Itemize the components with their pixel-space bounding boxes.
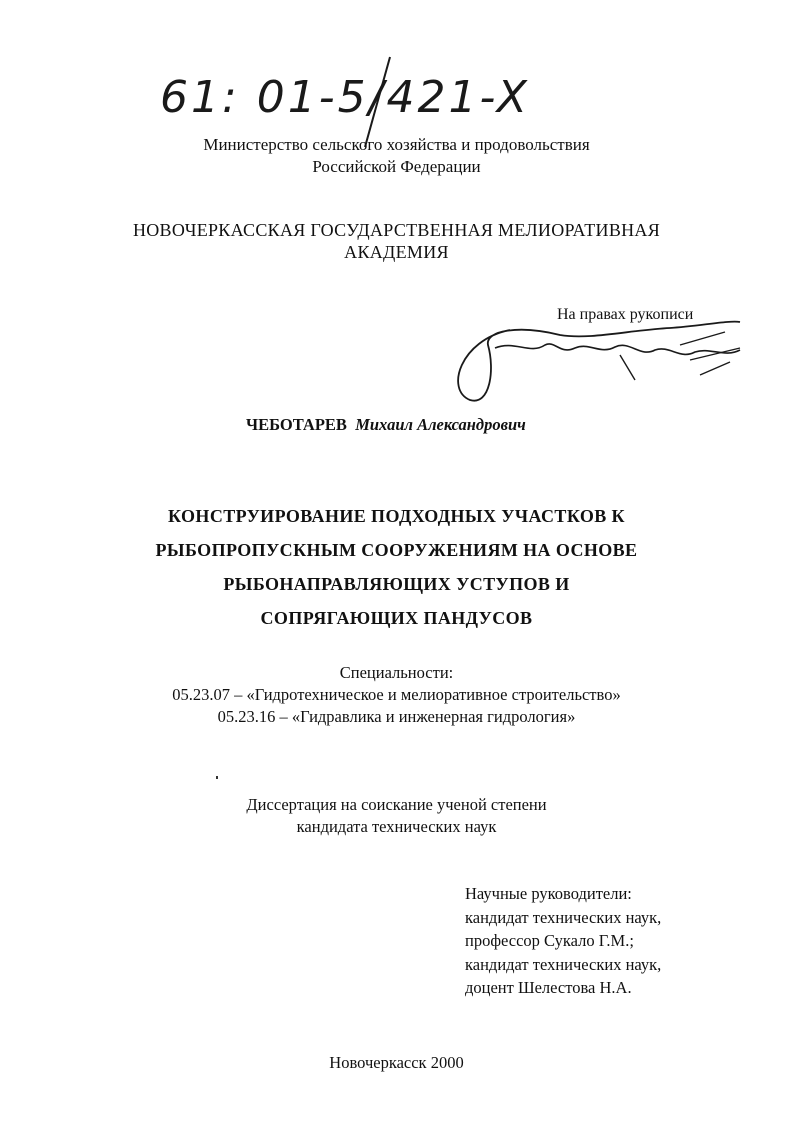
title-line-4: СОПРЯГАЮЩИХ ПАНДУСОВ (260, 608, 533, 628)
academy-line-1: НОВОЧЕРКАССКАЯ ГОСУДАРСТВЕННАЯ МЕЛИОРАТИВНАЯ (132, 220, 661, 240)
specialty-item-1: 05.23.07 – «Гидротехническое и мелиоративное строительство» (172, 685, 621, 704)
city-year: Новочеркасск 2000 (329, 1053, 464, 1072)
degree-line-2: кандидата технических наук (296, 817, 497, 836)
supervisor-line-4: доцент Шелестова Н.А. (465, 978, 632, 997)
supervisors-block (465, 882, 661, 1000)
dissertation-title (0, 499, 793, 635)
supervisor-line-3: кандидат технических наук, (465, 954, 662, 974)
scan-speck (216, 776, 218, 779)
supervisors-heading: Научные руководители: (465, 884, 632, 903)
title-line-2: РЫБОПРОПУСКНЫМ СООРУЖЕНИЯМ НА ОСНОВЕ (155, 540, 638, 560)
academy-line-2: АКАДЕМИЯ (344, 242, 449, 262)
specialties-heading: Специальности: (339, 663, 454, 682)
title-line-1: КОНСТРУИРОВАНИЕ ПОДХОДНЫХ УЧАСТКОВ К (168, 506, 625, 526)
academy-block (0, 219, 793, 263)
signature-icon (440, 300, 760, 410)
ministry-line-1: Министерство сельского хозяйства и продовольствия (203, 135, 590, 154)
dissertation-degree-block (0, 794, 793, 838)
author-surname: ЧЕБОТАРЕВ (246, 415, 347, 434)
supervisor-line-1: кандидат технических наук, (465, 907, 662, 927)
specialty-item-2: 05.23.16 – «Гидравлика и инженерная гидрология» (217, 707, 576, 726)
archive-number-text: 61: 01-5/421-X (160, 72, 530, 123)
ministry-line-2: Российской Федерации (312, 157, 481, 176)
title-line-3: РЫБОНАПРАВЛЯЮЩИХ УСТУПОВ И (223, 574, 570, 594)
supervisor-line-2: профессор Сукало Г.М.; (465, 931, 634, 950)
rights-note: На правах рукописи (557, 306, 694, 323)
author-given-names: Михаил Александрович (355, 415, 526, 434)
author-name (246, 415, 526, 435)
degree-line-1: Диссертация на соискание ученой степени (246, 795, 547, 814)
specialties-block (0, 662, 793, 728)
ministry-block (0, 134, 793, 178)
